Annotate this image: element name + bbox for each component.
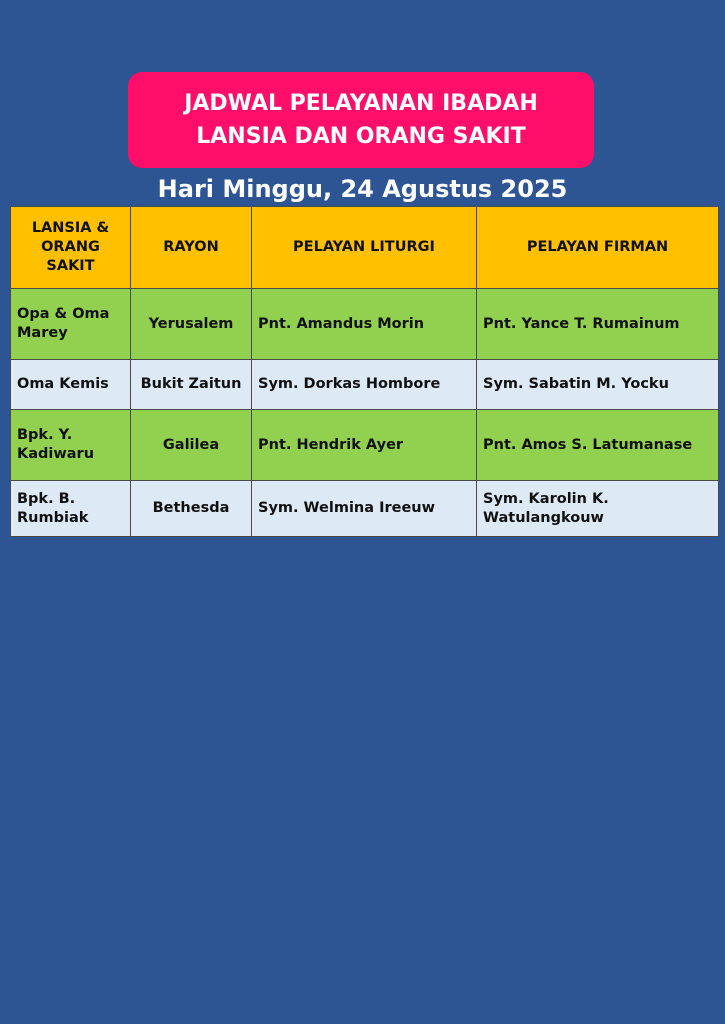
cell-lansia: [11, 481, 131, 537]
title-line-2: LANSIA DAN ORANG SAKIT: [196, 124, 526, 149]
cell-liturgi: Pnt. Amandus Morin: [252, 289, 477, 360]
cell-rayon: Yerusalem: [131, 289, 252, 360]
schedule-table: [10, 206, 719, 537]
cell-firman-line-1: Pnt. Yance T. Rumainum: [483, 315, 680, 332]
cell-firman-line-2: Watulangkouw: [483, 509, 604, 526]
title-line-1: JADWAL PELAYANAN IBADAH: [184, 91, 538, 116]
date-subtitle: Hari Minggu, 24 Agustus 2025: [157, 175, 568, 203]
header-rayon: RAYON: [131, 207, 252, 289]
header-pelayan-liturgi: PELAYAN LITURGI: [252, 207, 477, 289]
cell-firman: [477, 481, 719, 537]
cell-liturgi: Sym. Welmina Ireeuw: [252, 481, 477, 537]
header-lansia-line-3: SAKIT: [46, 258, 95, 274]
header-lansia-line-1: LANSIA &: [31, 220, 110, 236]
cell-firman-line-1: Pnt. Amos S. Latumanase: [483, 436, 693, 453]
table-header-row: [11, 207, 719, 289]
table-row: [11, 360, 719, 410]
table-row: [11, 410, 719, 481]
cell-lansia: [11, 360, 131, 410]
cell-lansia: [11, 289, 131, 360]
cell-lansia-line-1: Bpk. Y.: [17, 427, 73, 443]
cell-firman: [477, 410, 719, 481]
cell-rayon: Bethesda: [131, 481, 252, 537]
cell-lansia: [11, 410, 131, 481]
header-lansia-line-2: ORANG: [41, 239, 100, 255]
table-row: [11, 481, 719, 537]
cell-firman: [477, 360, 719, 410]
cell-firman: [477, 289, 719, 360]
cell-lansia-line-1: Opa & Oma: [17, 306, 110, 322]
cell-firman-line-1: Sym. Karolin K.: [483, 490, 609, 507]
header-lansia: [11, 207, 131, 289]
cell-lansia-line-2: Marey: [17, 325, 68, 341]
cell-lansia-line-1: Oma Kemis: [17, 376, 109, 392]
cell-liturgi: Pnt. Hendrik Ayer: [252, 410, 477, 481]
cell-rayon: Bukit Zaitun: [131, 360, 252, 410]
cell-rayon: Galilea: [131, 410, 252, 481]
cell-lansia-line-2: Kadiwaru: [17, 446, 95, 462]
cell-firman-line-1: Sym. Sabatin M. Yocku: [483, 376, 669, 392]
table-row: [11, 289, 719, 360]
header-pelayan-firman: PELAYAN FIRMAN: [477, 207, 719, 289]
cell-lansia-line-1: Bpk. B.: [17, 490, 76, 507]
title-banner: [128, 72, 594, 168]
cell-liturgi: Sym. Dorkas Hombore: [252, 360, 477, 410]
cell-lansia-line-2: Rumbiak: [17, 509, 89, 526]
